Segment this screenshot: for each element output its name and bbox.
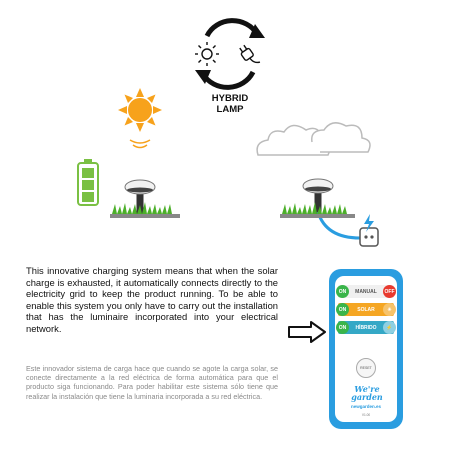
cloud-icon <box>257 123 370 155</box>
sun-mini-icon: ☀ <box>383 303 396 316</box>
description-spanish: Este innovador sistema de carga hace que cuando se agote la carga solar, se conecte directamente a la red eléctrica de forma automática para que el producto siga funcionando. Para poder habilitar este sistema sólo tiene que realizar la instalación que tiene la luminaria incorporada a su red eléctrica. <box>26 364 278 401</box>
hybrid-label-line2: LAMP <box>216 104 244 115</box>
solar-label: SOLAR <box>357 306 375 313</box>
plug-icon <box>238 43 260 68</box>
hybrid-cycle-icon <box>185 14 275 92</box>
battery-icon <box>78 159 98 205</box>
manual-label: MANUAL <box>355 288 377 295</box>
on-button[interactable]: ON <box>336 285 349 298</box>
description-english: This innovative charging system means that when the solar charge is exhausted, it automatically connects directly to the electricity grid to keep the product running. To be able to enable this system you only have to carry out the installation that has the luminaire incorporated into your electrical network. <box>26 265 278 334</box>
plug-mini-icon: ⚡ <box>383 321 396 334</box>
off-button[interactable]: OFF <box>383 285 396 298</box>
grid-scene <box>250 110 390 250</box>
solar-on-button[interactable]: ON <box>336 303 349 316</box>
brand-logo: We're garden <box>351 384 383 402</box>
model-label: V1.00 <box>361 413 371 417</box>
hybrid-on-button[interactable]: ON <box>336 321 349 334</box>
reset-button[interactable]: RESET <box>356 358 376 378</box>
hybrid-label-line1: HYBRID <box>211 93 249 104</box>
arrow-right-icon <box>287 321 327 343</box>
grid-lamp <box>303 179 333 214</box>
sun-icon <box>118 88 162 132</box>
hybrid-label: HÍBRIDO <box>355 324 377 331</box>
brand-website: newgarden.es <box>350 404 381 409</box>
grass-patch <box>110 202 180 218</box>
sun-small-icon <box>195 42 219 66</box>
signal-waves-icon <box>130 140 150 148</box>
solar-scene <box>70 88 190 223</box>
socket-icon <box>360 228 378 246</box>
